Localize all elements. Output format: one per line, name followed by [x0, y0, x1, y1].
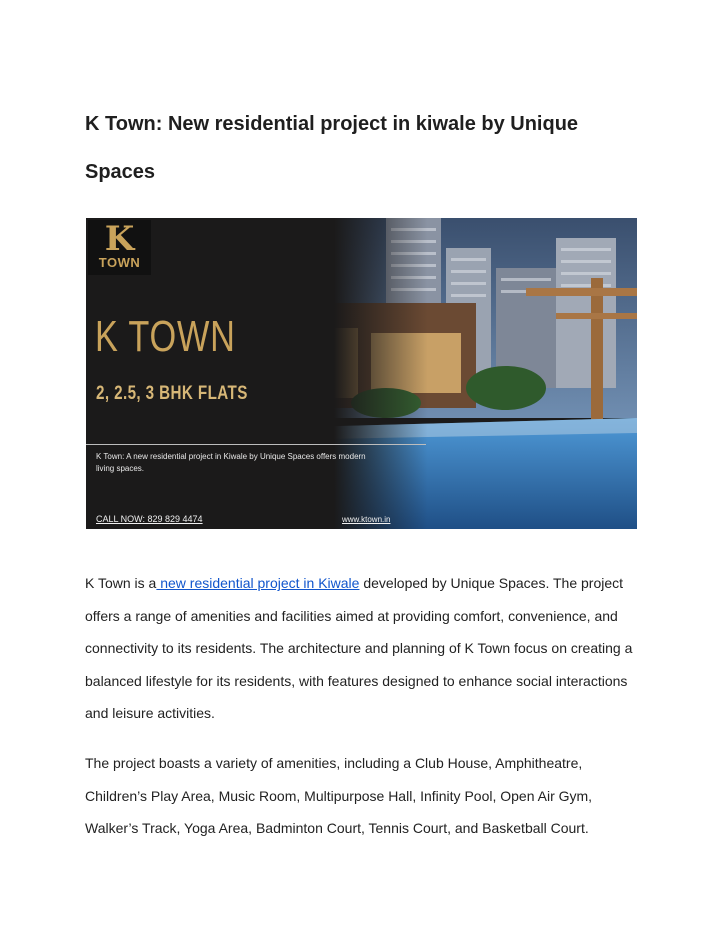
banner-website: www.ktown.in	[342, 515, 391, 524]
banner-description: K Town: A new residential project in Kiwale by Unique Spaces offers modern living spaces.	[96, 452, 366, 473]
logo-word: TOWN	[98, 255, 141, 270]
ktown-banner-image	[86, 218, 637, 529]
banner-headline: K TOWN	[95, 312, 236, 361]
kiwale-project-link[interactable]: new residential project in Kiwale	[156, 575, 360, 591]
ktown-logo	[88, 220, 151, 275]
intro-text-after-link: developed by Unique Spaces. The project offers a range of amenities and facilities aimed at providing comfort, convenience, and connectivity to its residents. The architecture and planning of K Town focus on creating a balanced lifestyle for its residents, with features designed to enhance social interactions and leisure activities.	[85, 575, 633, 722]
intro-text-before-link: K Town is a	[85, 575, 157, 591]
amenities-paragraph: The project boasts a variety of amenities, including a Club House, Amphitheatre, Children’s Play Area, Music Room, Multipurpose Hall, Infinity Pool, Open Air Gym, Walker’s Track, Yoga Area, Badminton Court, Tennis Court, and Basketball Court.	[85, 755, 593, 837]
banner-call-number: CALL NOW: 829 829 4474	[96, 514, 203, 524]
banner-divider	[86, 444, 426, 445]
banner-subheadline: 2, 2.5, 3 BHK FLATS	[96, 383, 248, 404]
banner-scene	[86, 218, 637, 529]
intro-paragraph	[85, 567, 645, 730]
logo-letter: K	[104, 219, 135, 259]
document-title: K Town: New residential project in kiwale by Unique Spaces	[85, 113, 579, 183]
